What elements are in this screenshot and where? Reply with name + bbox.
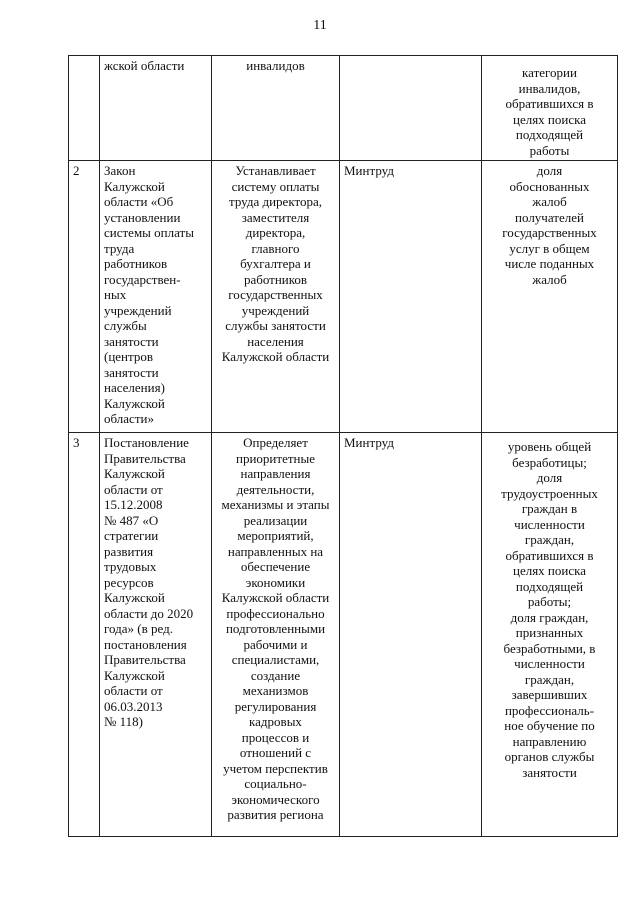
page-number: 11 bbox=[313, 18, 327, 33]
table-row bbox=[69, 56, 618, 161]
legal-act-cell: Закон Калужской области «Об установлении системы оплаты труда работников государствен- ных учреждений службы занятости (центров занятости населения) Калужской области» bbox=[100, 161, 212, 433]
table-row bbox=[69, 161, 618, 433]
legal-act-cell: жской области bbox=[100, 56, 212, 161]
table-row bbox=[69, 433, 618, 837]
document-table bbox=[68, 55, 618, 837]
row-number bbox=[69, 56, 100, 161]
description-cell: Определяет приоритетные направления деятельности, механизмы и этапы реализации мероприятий, направленных на обеспечение экономики Калужской области профессионально подготовленными рабочими и специалистами, создание механизмов регулирования кадровых процессов и отношений с учетом перспектив социально- экономического развития региона bbox=[212, 433, 340, 837]
executor-cell: Минтруд bbox=[340, 161, 482, 433]
indicator-cell: уровень общей безработицы; доля трудоустроенных граждан в численности граждан, обратившихся в целях поиска подходящей работы; доля граждан, признанных безработными, в численности граждан, завершивших профессиональ- ное обучение по направлению органов службы занятости bbox=[482, 433, 618, 837]
description-cell: инвалидов bbox=[212, 56, 340, 161]
row-number: 2 bbox=[69, 161, 100, 433]
row-number: 3 bbox=[69, 433, 100, 837]
indicator-cell: категории инвалидов, обратившихся в целях поиска подходящей работы bbox=[482, 56, 618, 161]
legal-act-cell: Постановление Правительства Калужской области от 15.12.2008 № 487 «О стратегии развития трудовых ресурсов Калужской области до 2020 года» (в ред. постановления Правительства Калужской области от 06.03.2013 № 118) bbox=[100, 433, 212, 837]
executor-cell: Минтруд bbox=[340, 433, 482, 837]
description-cell: Устанавливает систему оплаты труда директора, заместителя директора, главного бухгалтера и работников государственных учреждений службы занятости населения Калужской области bbox=[212, 161, 340, 433]
executor-cell bbox=[340, 56, 482, 161]
indicator-cell: доля обоснованных жалоб получателей государственных услуг в общем числе поданных жалоб bbox=[482, 161, 618, 433]
